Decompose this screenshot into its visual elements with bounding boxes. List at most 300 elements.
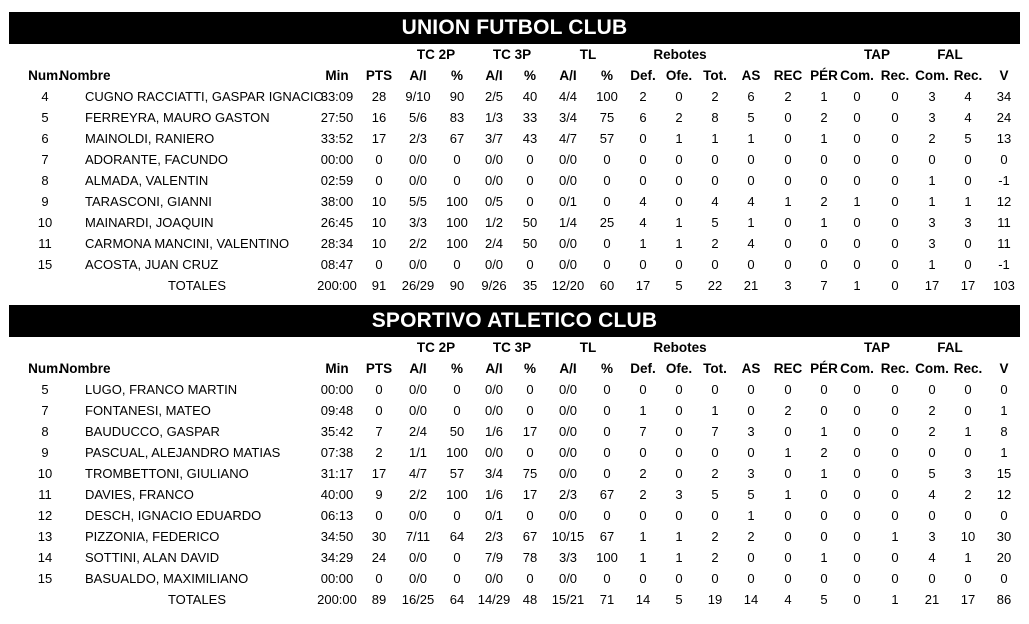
stat-cell: 30 (371, 529, 387, 544)
stat-cell: 7 (41, 403, 49, 418)
stat-cell: 0 (964, 173, 972, 188)
stat-cell: 0 (964, 445, 972, 460)
stat-cell: 3 (675, 487, 683, 502)
player-name-cell: MAINARDI, JOAQUIN (85, 215, 214, 230)
stat-cell: 67 (449, 131, 465, 146)
stat-cell: 4 (928, 487, 936, 502)
stat-cell: 24 (996, 110, 1012, 125)
stat-cell: 12 (996, 487, 1012, 502)
stat-cell: 40 (522, 89, 538, 104)
stat-cell: 0 (711, 571, 719, 586)
stat-cell: 2 (928, 131, 936, 146)
stat-cell: 7 (41, 152, 49, 167)
stat-cell: 0 (375, 382, 383, 397)
column-header: Def. (630, 361, 656, 376)
stat-cell: 15 (37, 257, 53, 272)
stat-cell: 3 (747, 466, 755, 481)
stat-cell: 1 (675, 131, 683, 146)
stat-cell: 0 (526, 152, 534, 167)
stat-cell: 10 (371, 215, 387, 230)
stat-cell: 0/0 (558, 508, 578, 523)
stat-cell: 0 (675, 89, 683, 104)
stat-cell: 0 (928, 382, 936, 397)
stat-cell: 0 (639, 382, 647, 397)
stat-cell: 2 (784, 89, 792, 104)
stat-cell: 1 (1000, 445, 1008, 460)
stat-cell: 1 (639, 550, 647, 565)
column-header: A/I (485, 361, 503, 376)
stat-cell: 100 (596, 89, 618, 104)
totals-cell: 14 (743, 592, 759, 607)
stat-cell: 100 (596, 550, 618, 565)
stat-cell: 0 (820, 529, 828, 544)
stat-cell: 0 (820, 508, 828, 523)
stat-cell: 1/3 (484, 110, 504, 125)
stat-cell: 0/0 (484, 403, 504, 418)
stat-cell: 2/5 (484, 89, 504, 104)
stat-cell: 0 (784, 382, 792, 397)
stat-cell: 100 (446, 215, 468, 230)
stat-cell: 10 (371, 194, 387, 209)
stat-cell: 4 (639, 215, 647, 230)
stat-cell: 26:45 (320, 215, 354, 230)
stat-cell: 0 (603, 424, 611, 439)
stat-cell: 07:38 (320, 445, 354, 460)
stat-cell: 0 (853, 110, 861, 125)
stat-cell: 0 (526, 571, 534, 586)
stat-cell: 0 (453, 403, 461, 418)
column-header: % (523, 68, 537, 83)
stat-cell: 0 (526, 445, 534, 460)
stat-cell: 10 (371, 236, 387, 251)
stat-cell: 0/0 (408, 571, 428, 586)
stat-cell: 0 (964, 382, 972, 397)
stat-cell: 0 (853, 445, 861, 460)
stat-cell: 0 (675, 424, 683, 439)
stat-cell: 2/3 (408, 131, 428, 146)
column-header: Ofe. (665, 361, 693, 376)
stat-cell: 0 (375, 508, 383, 523)
stat-cell: 1 (675, 550, 683, 565)
stat-cell: 0 (453, 152, 461, 167)
stat-cell: 2 (928, 424, 936, 439)
stat-cell: 0 (711, 445, 719, 460)
stat-cell: 17 (522, 424, 538, 439)
totals-cell: 103 (993, 278, 1015, 293)
stat-cell: 0 (891, 403, 899, 418)
stat-cell: 27:50 (320, 110, 354, 125)
stat-cell: 17 (371, 131, 387, 146)
stat-cell: 0/0 (408, 257, 428, 272)
stat-cell: 3 (964, 466, 972, 481)
stat-cell: 8 (711, 110, 719, 125)
totals-cell: 21 (743, 278, 759, 293)
stat-cell: 34 (996, 89, 1012, 104)
stat-cell: 1 (928, 173, 936, 188)
stat-cell: 1 (1000, 403, 1008, 418)
totals-cell: 7 (820, 278, 828, 293)
stat-cell: 0/0 (558, 257, 578, 272)
stat-cell: 0 (853, 550, 861, 565)
stat-cell: 1 (675, 215, 683, 230)
stat-cell: 0 (853, 152, 861, 167)
stat-cell: 31:17 (320, 466, 354, 481)
stat-cell: 0 (453, 508, 461, 523)
stat-cell: 0 (675, 445, 683, 460)
stat-cell: 1 (964, 550, 972, 565)
column-group-header: Rebotes (653, 340, 707, 355)
stat-cell: 0 (603, 257, 611, 272)
stat-cell: 0 (784, 571, 792, 586)
stat-cell: 0/0 (484, 257, 504, 272)
column-header: AS (741, 68, 761, 83)
stat-cell: 38:00 (320, 194, 354, 209)
stat-cell: 0 (891, 424, 899, 439)
stat-cell: 1 (747, 508, 755, 523)
stat-cell: 0 (820, 236, 828, 251)
stat-cell: 6 (639, 110, 647, 125)
stat-cell: 11 (997, 236, 1011, 251)
totals-cell: 1 (891, 592, 899, 607)
stat-cell: 3 (928, 236, 936, 251)
stat-cell: 0 (675, 257, 683, 272)
stat-cell: 3/7 (484, 131, 504, 146)
column-header: A/I (485, 68, 503, 83)
stat-cell: 0 (784, 215, 792, 230)
stat-cell: 0 (675, 466, 683, 481)
stat-cell: 1 (675, 236, 683, 251)
stat-cell: 0 (711, 173, 719, 188)
stat-cell: 30 (996, 529, 1012, 544)
stat-cell: 0 (1000, 571, 1008, 586)
stat-cell: 28 (371, 89, 387, 104)
totals-cell: 21 (924, 592, 940, 607)
stat-cell: 4 (41, 89, 49, 104)
totals-cell: 0 (853, 592, 861, 607)
stat-cell: 2 (964, 487, 972, 502)
stat-cell: 5/6 (408, 110, 428, 125)
column-group-header: Rebotes (653, 47, 707, 62)
totals-cell: 14 (635, 592, 651, 607)
column-header: % (600, 68, 614, 83)
stat-cell: 50 (522, 236, 538, 251)
stat-cell: 0/0 (484, 173, 504, 188)
stat-cell: 0 (891, 382, 899, 397)
stat-cell: 2 (711, 236, 719, 251)
stat-cell: 6 (747, 89, 755, 104)
stat-cell: 0 (603, 173, 611, 188)
stat-cell: 0/0 (558, 403, 578, 418)
stat-cell: 0 (784, 173, 792, 188)
stat-cell: 43 (522, 131, 538, 146)
stat-cell: 33:52 (320, 131, 354, 146)
stat-cell: 33:09 (320, 89, 354, 104)
stat-cell: 11 (997, 215, 1011, 230)
stat-cell: 67 (522, 529, 538, 544)
stat-cell: 0 (675, 403, 683, 418)
stat-cell: 0/0 (484, 382, 504, 397)
column-header: Def. (630, 68, 656, 83)
stat-cell: 1 (675, 529, 683, 544)
stat-cell: 0/0 (558, 236, 578, 251)
stat-cell: 0 (853, 424, 861, 439)
stat-cell: 0 (711, 508, 719, 523)
stat-cell: 00:00 (320, 571, 354, 586)
stat-cell: 1 (820, 89, 828, 104)
column-group-header: TAP (864, 340, 890, 355)
stat-cell: 0 (375, 152, 383, 167)
column-header: Tot. (703, 361, 727, 376)
stat-cell: 1 (891, 529, 899, 544)
stat-cell: 0/0 (408, 382, 428, 397)
stat-cell: 3 (928, 110, 936, 125)
column-header: Nombre (59, 68, 111, 83)
stat-cell: 83 (449, 110, 465, 125)
stat-cell: 0 (891, 571, 899, 586)
column-group-header: TAP (864, 47, 890, 62)
stat-cell: 0 (928, 445, 936, 460)
stat-cell: 5/5 (408, 194, 428, 209)
stat-cell: 35:42 (320, 424, 354, 439)
totals-cell: 48 (522, 592, 538, 607)
column-header: % (523, 361, 537, 376)
totals-cell: 17 (635, 278, 651, 293)
stat-cell: -1 (998, 173, 1010, 188)
stat-cell: 4 (711, 194, 719, 209)
stat-cell: 0 (784, 152, 792, 167)
column-header: Rec. (953, 361, 983, 376)
stat-cell: 0 (820, 257, 828, 272)
stat-cell: 0 (928, 152, 936, 167)
stat-cell: 0 (928, 571, 936, 586)
stat-cell: 2 (928, 403, 936, 418)
stat-cell: 1 (820, 131, 828, 146)
stat-cell: 0/0 (558, 424, 578, 439)
stat-cell: 0 (639, 152, 647, 167)
stat-cell: 100 (446, 445, 468, 460)
stat-cell: 50 (449, 424, 465, 439)
stat-cell: 0 (639, 508, 647, 523)
stat-cell: 0 (453, 382, 461, 397)
stat-cell: 00:00 (320, 152, 354, 167)
totals-cell: 14/29 (477, 592, 511, 607)
stat-cell: 4/4 (558, 89, 578, 104)
column-header: REC (773, 361, 803, 376)
stat-cell: 2/4 (408, 424, 428, 439)
stat-cell: 1/6 (484, 487, 504, 502)
stat-cell: 2 (639, 466, 647, 481)
column-header: Ofe. (665, 68, 693, 83)
stat-cell: 0 (820, 571, 828, 586)
player-name-cell: ACOSTA, JUAN CRUZ (85, 257, 219, 272)
stat-cell: 0 (853, 89, 861, 104)
stat-cell: 3 (928, 215, 936, 230)
stat-cell: 7 (711, 424, 719, 439)
stat-cell: 0 (375, 173, 383, 188)
stat-cell: 2 (711, 89, 719, 104)
stat-cell: 0 (784, 131, 792, 146)
stat-cell: 11 (38, 487, 52, 502)
stat-cell: 0 (820, 382, 828, 397)
stat-cell: 9/10 (405, 89, 431, 104)
stat-cell: 0 (747, 257, 755, 272)
stat-cell: 17 (522, 487, 538, 502)
team-name-banner: SPORTIVO ATLETICO CLUB (9, 305, 1020, 337)
totals-cell: 3 (784, 278, 792, 293)
totals-cell: 19 (707, 592, 723, 607)
stat-cell: 3/4 (484, 466, 504, 481)
stat-cell: 13 (37, 529, 53, 544)
player-name-cell: BAUDUCCO, GASPAR (85, 424, 220, 439)
stat-cell: 3 (964, 215, 972, 230)
stat-cell: 3 (928, 89, 936, 104)
totals-cell: 71 (599, 592, 615, 607)
totals-cell: 60 (599, 278, 615, 293)
totals-cell: 64 (449, 592, 465, 607)
player-name-cell: FERREYRA, MAURO GASTON (85, 110, 270, 125)
column-group-header: TC 3P (492, 47, 532, 62)
stat-cell: 13 (996, 131, 1012, 146)
stat-cell: 1/6 (484, 424, 504, 439)
stat-cell: 40:00 (320, 487, 354, 502)
stat-cell: 2 (675, 110, 683, 125)
totals-cell: 200:00 (317, 592, 357, 607)
stat-cell: 16 (371, 110, 387, 125)
column-header: Rec. (880, 68, 910, 83)
stat-cell: 0 (603, 571, 611, 586)
stat-cell: 0 (1000, 508, 1008, 523)
stat-cell: 1 (964, 194, 972, 209)
player-name-cell: DESCH, IGNACIO EDUARDO (85, 508, 262, 523)
stat-cell: 09:48 (320, 403, 354, 418)
stat-cell: 2 (747, 529, 755, 544)
stat-cell: 4 (747, 194, 755, 209)
column-header: PTS (365, 361, 393, 376)
stat-cell: 0 (891, 194, 899, 209)
stat-cell: 2 (711, 529, 719, 544)
stat-cell: 4/7 (408, 466, 428, 481)
stat-cell: 0 (747, 571, 755, 586)
stat-cell: 3 (747, 424, 755, 439)
team-name-banner: UNION FUTBOL CLUB (9, 12, 1020, 44)
stat-cell: 0 (603, 194, 611, 209)
stat-cell: 0 (784, 110, 792, 125)
stat-cell: 4 (964, 89, 972, 104)
stat-cell: 0/0 (558, 571, 578, 586)
totals-label: TOTALES (167, 592, 227, 607)
column-header: Com. (915, 361, 949, 376)
stat-cell: 0/5 (484, 194, 504, 209)
stat-cell: 0 (675, 571, 683, 586)
stat-cell: 2/3 (558, 487, 578, 502)
totals-cell: 200:00 (317, 278, 357, 293)
stat-cell: 67 (599, 529, 615, 544)
stat-cell: 0 (453, 257, 461, 272)
stat-cell: 2/4 (484, 236, 504, 251)
totals-cell: 5 (675, 278, 683, 293)
stat-cell: 0 (603, 236, 611, 251)
column-header: Com. (840, 68, 874, 83)
stat-cell: 0 (891, 173, 899, 188)
column-header: PTS (365, 68, 393, 83)
column-header: Rec. (953, 68, 983, 83)
stat-cell: 90 (449, 89, 465, 104)
stat-cell: 34:29 (320, 550, 354, 565)
stat-cell: 0 (747, 382, 755, 397)
stat-cell: 0 (964, 257, 972, 272)
stat-cell: 00:00 (320, 382, 354, 397)
stat-cell: 0 (453, 173, 461, 188)
stat-cell: 5 (747, 487, 755, 502)
stat-cell: 0 (675, 173, 683, 188)
totals-cell: 86 (996, 592, 1012, 607)
stat-cell: 0 (820, 487, 828, 502)
stat-cell: 1/2 (484, 215, 504, 230)
stat-cell: 0 (853, 257, 861, 272)
stat-cell: 2/2 (408, 487, 428, 502)
stat-cell: 4 (928, 550, 936, 565)
stat-cell: 1 (820, 215, 828, 230)
stat-cell: 2 (711, 550, 719, 565)
column-header: Com. (840, 361, 874, 376)
stat-cell: 5 (41, 382, 49, 397)
column-group-header: FAL (937, 340, 963, 355)
stat-cell: 2 (639, 487, 647, 502)
stat-cell: 0/0 (558, 382, 578, 397)
stat-cell: 9 (375, 487, 383, 502)
player-name-cell: FONTANESI, MATEO (85, 403, 211, 418)
column-header: A/I (409, 68, 427, 83)
stat-cell: 0 (891, 215, 899, 230)
stat-cell: 7 (375, 424, 383, 439)
stat-cell: 0 (675, 194, 683, 209)
player-name-cell: LUGO, FRANCO MARTIN (85, 382, 238, 397)
stat-cell: 0 (603, 382, 611, 397)
stat-cell: 0 (375, 571, 383, 586)
stat-cell: 57 (599, 131, 615, 146)
column-header: AS (741, 361, 761, 376)
stat-cell: 7/9 (484, 550, 504, 565)
stat-cell: 0 (784, 508, 792, 523)
column-header: Com. (915, 68, 949, 83)
totals-cell: 26/29 (401, 278, 435, 293)
column-header: Num. (28, 361, 62, 376)
stat-cell: 3/4 (558, 110, 578, 125)
column-header: Nombre (59, 361, 111, 376)
stat-cell: 0 (784, 424, 792, 439)
column-group-header: TL (579, 340, 597, 355)
column-header: Min (325, 68, 349, 83)
stat-cell: 0 (891, 89, 899, 104)
stat-cell: 9 (41, 445, 49, 460)
stat-cell: 0 (1000, 152, 1008, 167)
stat-cell: 34:50 (320, 529, 354, 544)
stat-cell: 1 (820, 424, 828, 439)
stat-cell: 0 (675, 152, 683, 167)
stat-cell: 0 (853, 571, 861, 586)
stat-cell: 0 (526, 194, 534, 209)
column-header: Rec. (880, 361, 910, 376)
column-header: Num. (28, 68, 62, 83)
stat-cell: 0/0 (484, 152, 504, 167)
stat-cell: 1 (639, 529, 647, 544)
stat-cell: 8 (1000, 424, 1008, 439)
stat-cell: 0 (603, 508, 611, 523)
stat-cell: 4 (747, 236, 755, 251)
stat-cell: -1 (998, 257, 1010, 272)
stat-cell: 0 (891, 131, 899, 146)
totals-cell: 5 (820, 592, 828, 607)
